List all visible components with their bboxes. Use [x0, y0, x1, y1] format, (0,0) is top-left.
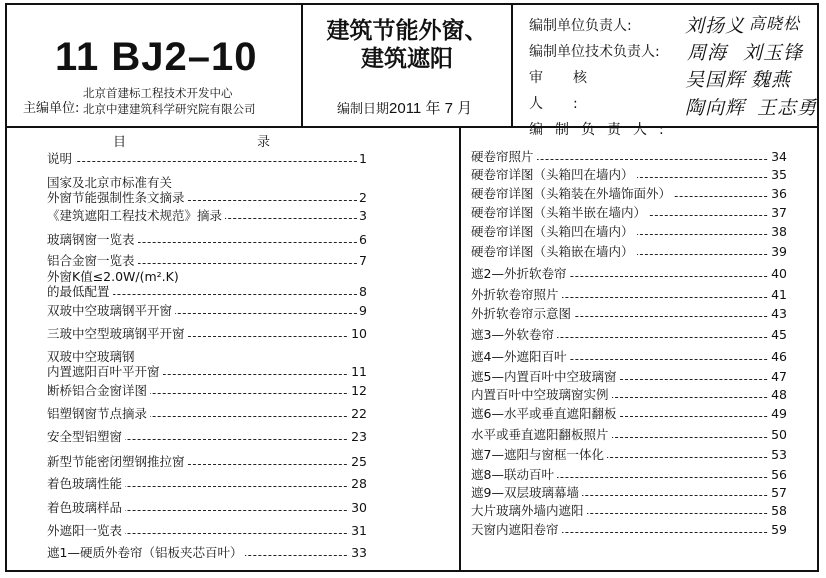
toc-page-number: 37 [771, 205, 787, 220]
toc-entry-label: 遮6—水平或垂直遮阳翻板 [471, 406, 619, 421]
host-label: 主编单位: [23, 101, 80, 116]
title-line: 建筑遮阳 [361, 46, 453, 72]
toc-entry-label: 水平或垂直遮阳翻板照片 [471, 427, 612, 442]
role-label: 编制负责人: [529, 122, 676, 138]
toc-entry-label: 双玻中空玻璃钢平开窗 [47, 303, 175, 318]
toc-entry-label: 内置百叶中空玻璃窗实例 [471, 387, 612, 402]
signature: 刘玉锋 [743, 42, 804, 64]
role-row [529, 39, 679, 65]
signature: 魏燕 [751, 69, 792, 91]
title-line: 建筑节能外窗、 [326, 18, 488, 44]
role-row [529, 65, 679, 117]
toc-entry-label: 玻璃钢窗一览表 [47, 232, 138, 247]
toc-entry-label: 硬卷帘详图（头箱凹在墙内） [471, 224, 637, 239]
toc-page-number: 45 [771, 327, 787, 342]
toc-entry-label: 大片玻璃外墙内遮阳 [471, 503, 587, 518]
toc-entry-label: 外窗K值≤2.0W/(m².K) [47, 269, 179, 284]
toc-entry [47, 269, 367, 299]
toc-entry [471, 387, 787, 402]
toc-entry-label: 说明 [47, 151, 75, 166]
toc-entry [471, 467, 787, 482]
toc-entry-label: 遮1—硬质外卷帘（铝板夹芯百叶） [47, 545, 245, 560]
toc-entry-label: 遮5—内置百叶中空玻璃窗 [471, 369, 619, 384]
toc-entry [471, 447, 787, 462]
signature: 周海 [687, 42, 728, 64]
leader-line [47, 161, 367, 162]
toc-entry-label: 着色玻璃样品 [47, 500, 125, 515]
toc-entry [471, 224, 787, 239]
toc-page-number: 22 [351, 406, 367, 421]
toc-page-number: 41 [771, 287, 787, 302]
toc-entry [471, 149, 787, 164]
toc-page-number: 40 [771, 266, 787, 281]
toc-page-number: 35 [771, 167, 787, 182]
toc-entry [47, 476, 367, 491]
toc-entry [471, 186, 787, 201]
toc-entry-label: 遮9—双层玻璃幕墙 [471, 485, 582, 500]
toc-entry-label: 遮4—外遮阳百叶 [471, 349, 569, 364]
signature: 高晓松 [749, 14, 801, 33]
toc-entry-label: 外折软卷帘示意图 [471, 306, 574, 321]
toc-entry-label: 遮7—遮阳与窗框一体化 [471, 447, 607, 462]
toc-page-number: 31 [351, 523, 367, 538]
toc-entry [47, 303, 367, 318]
signature: 吴国辉 [685, 69, 746, 91]
toc-entry-label: 外窗节能强制性条文摘录 [47, 190, 188, 205]
toc-entry [47, 383, 367, 398]
compile-date [337, 97, 472, 118]
toc-entry [471, 406, 787, 421]
toc-entry [47, 326, 367, 341]
toc-entry [47, 500, 367, 515]
toc-entry [471, 167, 787, 182]
signature: 刘扬义 [685, 15, 746, 37]
toc-page-number: 38 [771, 224, 787, 239]
document-title [313, 17, 501, 73]
toc-page-number: 1 [359, 151, 367, 166]
toc-page-number: 11 [351, 364, 367, 379]
toc-entry-label: 安全型铝塑窗 [47, 429, 125, 444]
toc-entry [47, 349, 367, 379]
toc-entry [47, 253, 367, 268]
toc-entry-label: 双玻中空玻璃钢 [47, 349, 135, 364]
toc-entry-label: 硬卷帘详图（头箱半嵌在墙内） [471, 205, 649, 220]
toc-entry-label: 三玻中空型玻璃钢平开窗 [47, 326, 188, 341]
toc-page-number: 34 [771, 149, 787, 164]
role-label: 编制单位技术负责人: [529, 44, 660, 60]
toc-entry-label: 断桥铝合金窗详图 [47, 383, 150, 398]
toc-page-number: 53 [771, 447, 787, 462]
toc-heading [47, 129, 447, 149]
toc-entry [47, 523, 367, 538]
divider [301, 5, 303, 126]
toc-entry-label: 遮3—外软卷帘 [471, 327, 557, 342]
toc-page-number: 48 [771, 387, 787, 402]
role-label: 编制单位负责人: [529, 18, 632, 34]
toc-page-number: 7 [359, 253, 367, 268]
toc-entry-label: 国家及北京市标准有关 [47, 175, 173, 190]
toc-entry-label: 外遮阳一览表 [47, 523, 125, 538]
toc-page-number: 46 [771, 349, 787, 364]
signature: 陶向辉 [685, 97, 746, 119]
toc-entry-label: 硬卷帘详图（头箱凹在墙内） [471, 167, 637, 182]
toc-entry [471, 327, 787, 342]
toc-heading-left: 目 [113, 135, 127, 150]
toc-page-number: 10 [351, 326, 367, 341]
toc-entry [47, 175, 367, 205]
toc-entry-label: 铝塑钢窗节点摘录 [47, 406, 150, 421]
signature: 王志勇 [757, 97, 818, 119]
toc-entry [47, 454, 367, 469]
toc-entry-label: 遮8—联动百叶 [471, 467, 557, 482]
toc-entry [47, 208, 367, 223]
toc-entry [471, 369, 787, 384]
toc-page-number: 43 [771, 306, 787, 321]
toc-entry-label: 的最低配置 [47, 284, 113, 299]
toc-entry [471, 503, 787, 518]
toc-entry-label: 硬卷帘详图（头箱嵌在墙内） [471, 244, 637, 259]
toc-entry-label: 新型节能密闭塑钢推拉窗 [47, 454, 188, 469]
toc-page-number: 3 [359, 208, 367, 223]
atlas-code: 11 BJ2–10 [55, 35, 258, 79]
title-block [7, 5, 818, 138]
date-label: 编制日期 [337, 102, 390, 117]
toc-heading-right: 录 [257, 135, 271, 150]
toc-page-number: 25 [351, 454, 367, 469]
toc-entry [47, 151, 367, 166]
host-unit: 北京首建标工程技术开发中心 [83, 86, 233, 100]
toc-entry [471, 266, 787, 281]
toc-entry-label: 《建筑遮阳工程技术规范》摘录 [47, 208, 225, 223]
toc-page-number: 56 [771, 467, 787, 482]
toc-page-number: 28 [351, 476, 367, 491]
toc-entry-label: 遮2—外折软卷帘 [471, 266, 569, 281]
toc-entry [47, 545, 367, 560]
toc-entry [471, 522, 787, 537]
toc-entry [471, 287, 787, 302]
toc-page-number: 59 [771, 522, 787, 537]
role-label: 审核人: [529, 70, 617, 112]
toc-entry [47, 232, 367, 247]
toc-page-number: 57 [771, 485, 787, 500]
toc-entry [471, 427, 787, 442]
responsibility-list [529, 13, 679, 143]
date-value: 2011 年 7 月 [389, 100, 473, 117]
drawing-frame [5, 3, 819, 572]
toc-entry-label: 铝合金窗一览表 [47, 253, 138, 268]
divider [511, 5, 513, 126]
toc-entry-label: 内置遮阳百叶平开窗 [47, 364, 163, 379]
toc-entry-label: 着色玻璃性能 [47, 476, 125, 491]
toc-page-number: 58 [771, 503, 787, 518]
toc-entry [47, 406, 367, 421]
toc-entry [471, 244, 787, 259]
toc-entry [471, 306, 787, 321]
toc-page-number: 12 [351, 383, 367, 398]
toc-entry-label: 天窗内遮阳卷帘 [471, 522, 562, 537]
toc-entry-label: 外折软卷帘照片 [471, 287, 562, 302]
toc-entry [471, 349, 787, 364]
role-row [529, 13, 679, 39]
toc-page-number: 30 [351, 500, 367, 515]
toc-entry-label: 硬卷帘照片 [471, 149, 537, 164]
toc-page-number: 33 [351, 545, 367, 560]
toc-entry [471, 485, 787, 500]
toc-page-number: 39 [771, 244, 787, 259]
toc-page-number: 49 [771, 406, 787, 421]
toc-page-number: 47 [771, 369, 787, 384]
column-divider [459, 126, 461, 570]
role-row [529, 117, 679, 143]
toc-page-number: 36 [771, 186, 787, 201]
toc-page-number: 6 [359, 232, 367, 247]
toc-page-number: 9 [359, 303, 367, 318]
toc-entry [471, 205, 787, 220]
toc-entry-label: 硬卷帘详图（头箱装在外墙饰面外） [471, 186, 674, 201]
toc-entry [47, 429, 367, 444]
toc-page-number: 50 [771, 427, 787, 442]
host-unit: 北京中建建筑科学研究院有限公司 [83, 102, 256, 116]
host-units [83, 85, 256, 117]
toc-page-number: 2 [359, 190, 367, 205]
toc-page-number: 8 [359, 284, 367, 299]
toc-page-number: 23 [351, 429, 367, 444]
